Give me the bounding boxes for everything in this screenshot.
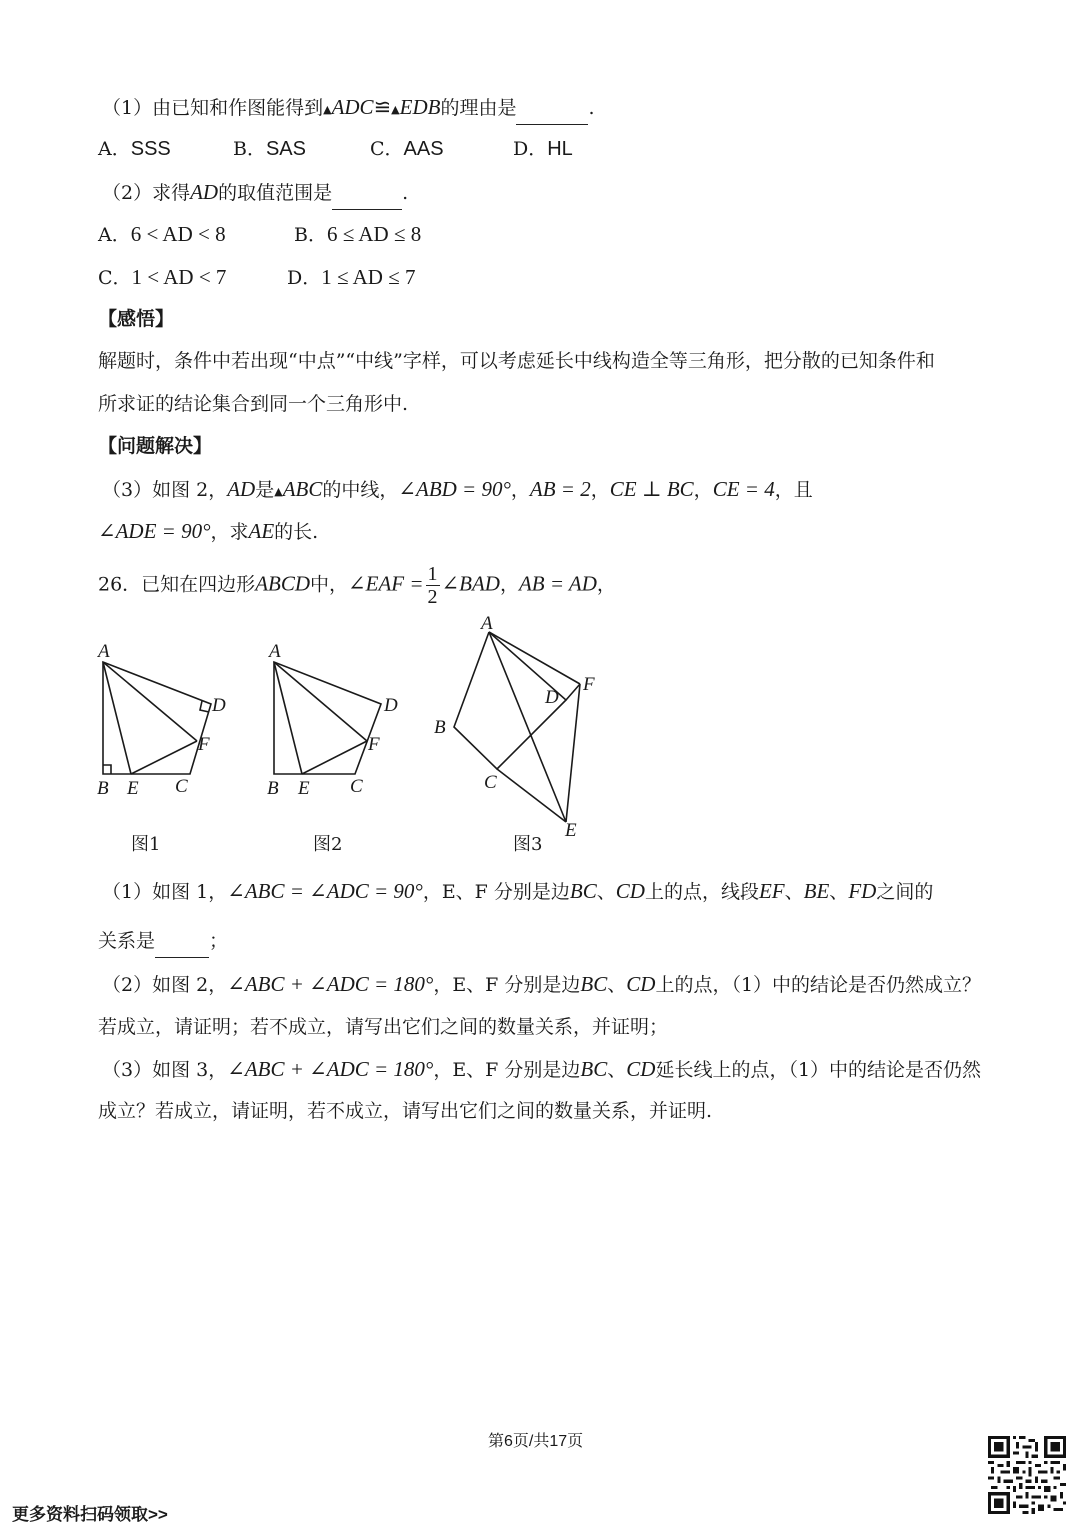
svg-text:D: D [212,695,226,716]
quadrilateral-abcd [103,662,211,774]
caption-figure-1: 图1 [131,834,161,855]
svg-text:B: B [97,778,109,799]
fraction-one-half: $\frac{1}{2}$ [427,563,438,608]
insight-heading: 【感悟】 [98,308,175,330]
figure-1 [103,662,211,774]
answer-blank [516,98,588,125]
svg-text:E: E [298,778,310,799]
insight-text: 解题时，条件中若出现“中点”“中线”字样，可以考虑延长中线构造全等三角形，把分散的已知条件和 [98,350,935,372]
answer-blank [332,183,402,210]
q26-part1-cont: 关系是 ； [98,928,228,958]
q25-part2: （2）求得AD的取值范围是 . [102,179,408,210]
segment-ae [274,662,302,774]
q26-part3-cont: 成立？若成立，请证明，若不成立，请写出它们之间的数量关系，并证明. [98,1100,713,1122]
segment-fe [566,684,580,822]
choice-d: D．1 ≤ AD ≤ 7 [287,265,416,289]
svg-text:C: C [350,776,363,797]
svg-text:A: A [481,613,493,634]
right-angle-mark-b [103,765,111,774]
svg-text:E: E [565,820,577,841]
triangle-symbol: ▲ [274,485,283,498]
svg-text:C: C [484,772,497,793]
segment-af [274,662,367,741]
svg-text:F: F [583,674,595,695]
q25-part3: （3）如图 2，AD是▲ABC的中线，∠ABD = 90°，AB = 2，CE ⊥ BC，CE = 4，且 [102,477,813,501]
promo-text: 更多资料扫码领取>> [12,1505,168,1524]
choice-a: A．6 < AD < 8 [98,222,226,246]
q26-part3: （3）如图 3，∠ABC + ∠ADC = 180°，E、F 分别是边BC、CD延长线上的点，（1）中的结论是否仍然 [102,1057,982,1081]
triangle-symbol: ▲ [391,103,400,116]
figure-3 [454,632,580,822]
q26-part2: （2）如图 2，∠ABC + ∠ADC = 180°，E、F 分别是边BC、CD上的点，（1）中的结论是否仍然成立？ [102,972,982,996]
figure-2 [274,662,381,774]
segment-af [489,632,580,684]
choice-c: C．AAS [370,138,444,160]
q26-part1: （1）如图 1，∠ABC = ∠ADC = 90°，E、F 分别是边BC、CD上的点，线段EF、BE、FD之间的 [102,879,934,903]
answer-blank [155,931,209,958]
insight-text: 所求证的结论集合到同一个三角形中. [98,393,409,415]
svg-text:F: F [368,734,380,755]
q26-part2-cont: 若成立，请证明；若不成立，请写出它们之间的数量关系，并证明； [98,1016,669,1038]
segment-ef [131,741,197,774]
svg-text:E: E [127,778,139,799]
caption-figure-3: 图3 [513,834,543,855]
choice-a: A．SSS [98,138,171,160]
choice-c: C．1 < AD < 7 [98,265,227,289]
svg-text:A: A [98,641,110,662]
svg-text:D: D [384,695,398,716]
caption-figure-2: 图2 [313,834,343,855]
triangle-symbol: ▲ [323,103,332,116]
q25-part3-cont: ∠ADE = 90°，求AE的长. [98,519,319,543]
svg-text:D: D [545,687,559,708]
choice-d: D．HL [513,138,573,160]
segment-af [103,662,197,741]
qr-code-icon[interactable] [988,1436,1066,1514]
page-number: 第6页/共17页 [488,1433,584,1450]
segment-ae [489,632,566,822]
q26-intro: 26．已知在四边形ABCD中，∠EAF = $\frac{1}{2}$ ∠BAD，AB = AD， [98,563,616,608]
svg-text:C: C [175,776,188,797]
svg-text:A: A [269,641,281,662]
svg-text:B: B [434,717,446,738]
choice-b: B．SAS [233,138,306,160]
svg-text:B: B [267,778,279,799]
svg-text:F: F [198,734,210,755]
choice-b: B．6 ≤ AD ≤ 8 [294,222,422,246]
solve-heading: 【问题解决】 [98,435,213,457]
q25-part1: （1）由已知和作图能得到▲ADC≌▲EDB的理由是 . [102,94,595,125]
segment-ae [103,662,131,774]
quadrilateral-abcd [274,662,381,774]
geometry-figures [0,600,640,870]
